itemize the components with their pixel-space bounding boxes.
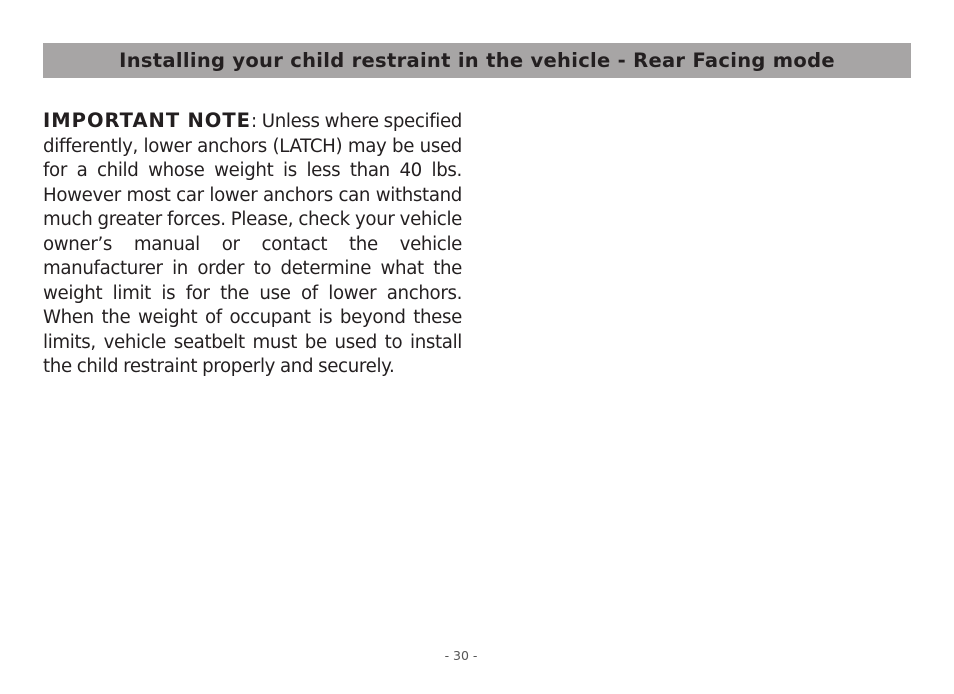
important-note-label: IMPORTANT NOTE xyxy=(43,109,251,132)
important-note-separator: : xyxy=(251,111,257,132)
important-note-body: Unless where specified differently, lower anchors (LATCH) may be used for a child whose weight is less than 40 lbs. However most car lower anchors can withstand much greater forces. Please, check your vehicle owner’s manual or contact the vehicle manufacturer in order to determine what the weight limit is for the use of lower anchors. When the weight of occupant is beyond these limits, vehicle seatbelt must be used to install the child restraint properly and securely. xyxy=(43,111,462,377)
important-note-paragraph xyxy=(43,109,462,380)
section-title: Installing your child restraint in the vehicle - Rear Facing mode xyxy=(119,49,835,72)
page-number: - 30 - xyxy=(444,648,478,663)
section-header-bar xyxy=(43,43,911,78)
